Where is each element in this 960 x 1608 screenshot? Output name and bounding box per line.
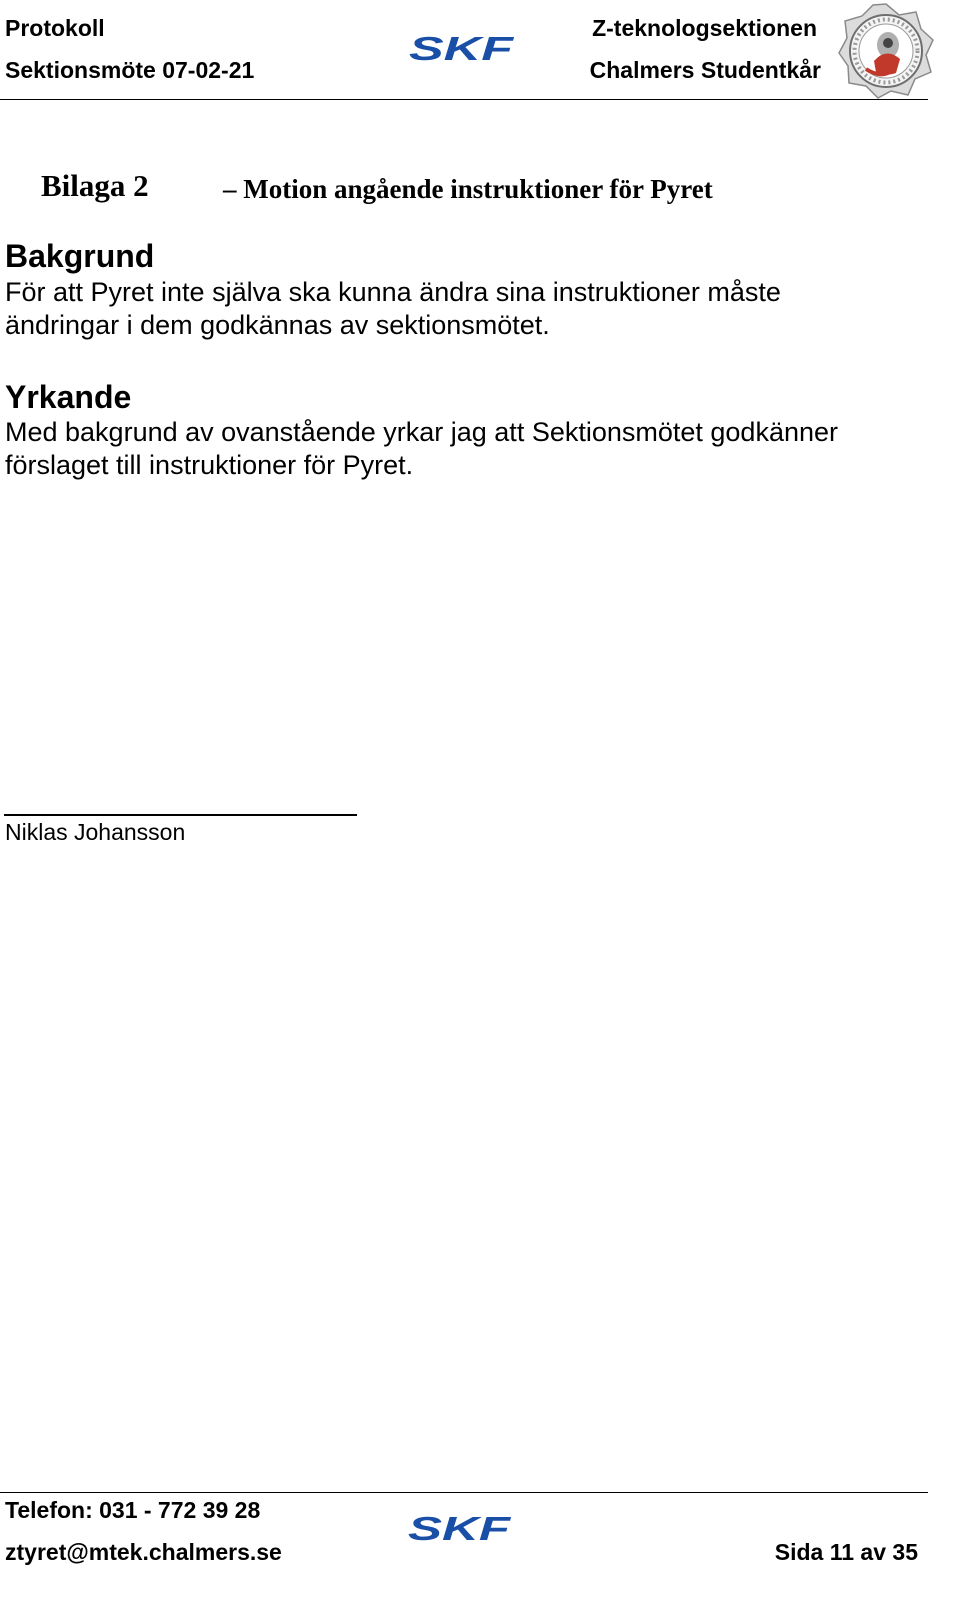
document-type: Protokoll [5,15,105,41]
footer-skf-logo-icon [408,1515,512,1543]
proposal-paragraph [5,416,838,482]
header-divider [0,99,928,100]
footer-divider [0,1492,928,1493]
paragraph-line: Med bakgrund av ovanstående yrkar jag att Sektionsmötet godkänner [5,417,839,447]
paragraph-line: För att Pyret inte själva ska kunna ändra sina instruktioner måste [5,277,781,307]
signature-line [4,814,357,816]
svg-text:SKF: SKF [409,35,515,63]
svg-text:SKF: SKF [408,1515,512,1543]
footer-email: ztyret@mtek.chalmers.se [5,1539,282,1565]
section-heading-background: Bakgrund [5,238,155,274]
appendix-label: Bilaga 2 [41,168,149,203]
paragraph-line: förslaget till instruktioner för Pyret. [5,450,414,480]
section-heading-proposal: Yrkande [5,379,132,415]
student-union-name: Chalmers Studentkår [589,57,821,83]
motion-title: – Motion angående instruktioner för Pyret [223,174,713,204]
background-paragraph [5,276,781,342]
meeting-date: Sektionsmöte 07-02-21 [5,57,255,83]
section-seal-icon [838,3,934,99]
paragraph-line: ändringar i dem godkännas av sektionsmötet. [5,310,550,340]
skf-logo-icon [409,35,515,63]
footer-phone: Telefon: 031 - 772 39 28 [5,1497,261,1523]
signer-name: Niklas Johansson [5,819,186,845]
section-name: Z-teknologsektionen [592,15,817,41]
page-number: Sida 11 av 35 [774,1539,918,1565]
